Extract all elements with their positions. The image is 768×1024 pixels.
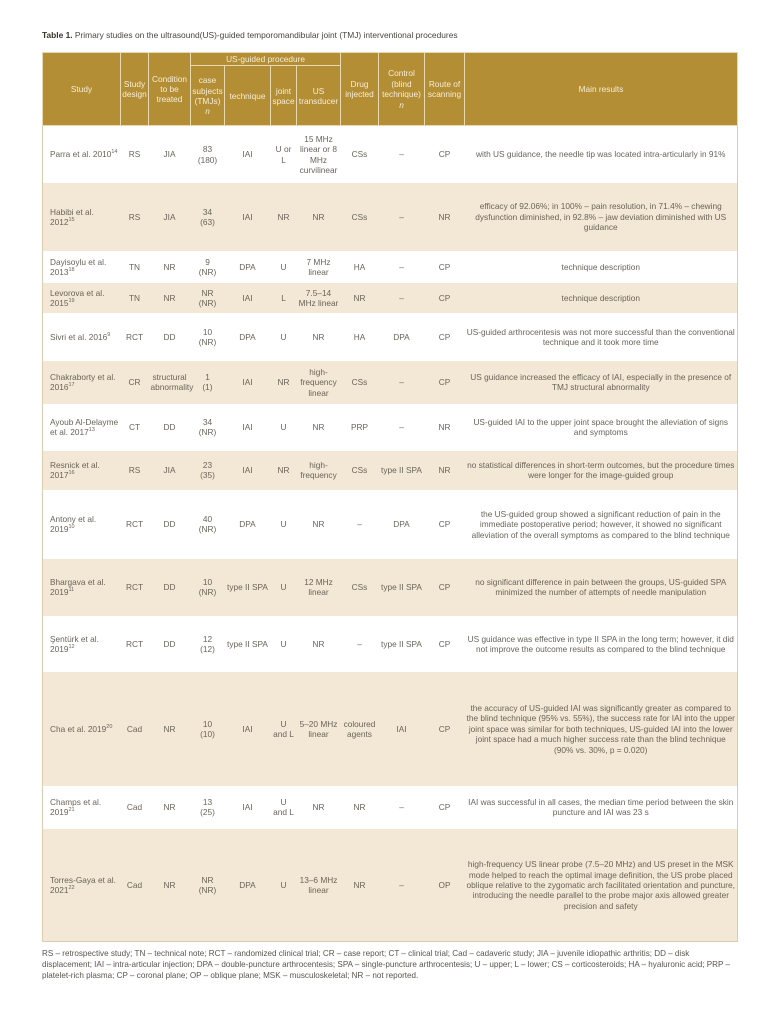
header-joint-space: joint space bbox=[271, 66, 297, 126]
cell-joint-space: U or L bbox=[275, 144, 292, 165]
cell-design: CT bbox=[128, 422, 141, 433]
cell-results: US-guided IAI to the upper joint space brought the alleviation of signs and symptoms bbox=[473, 417, 729, 438]
reference-number: 19 bbox=[68, 298, 75, 305]
cell-condition: JIA bbox=[163, 465, 176, 476]
cell-condition: DD bbox=[163, 638, 176, 649]
case-count: 12 bbox=[202, 633, 213, 644]
cell-technique: IAI bbox=[242, 465, 253, 476]
tmj-count: (180) bbox=[197, 154, 218, 165]
study-name: Dayisoylu et al. 2013 bbox=[50, 256, 107, 277]
cell-design: Cad bbox=[126, 723, 143, 734]
table-row bbox=[43, 126, 738, 183]
cell-cases bbox=[191, 361, 225, 404]
caption-text: Primary studies on the ultrasound(US)-guided temporomandibular joint (TMJ) interventional procedures bbox=[74, 30, 458, 40]
cell-drug: coloured agents bbox=[343, 718, 376, 739]
cell-drug: NR bbox=[353, 879, 366, 890]
study-name: Şentürk et al. 2019 bbox=[50, 633, 99, 654]
cell-condition: DD bbox=[163, 422, 176, 433]
cell-transducer: 7 MHz linear bbox=[306, 256, 331, 277]
cell-drug: PRP bbox=[350, 422, 369, 433]
reference-number: 13 bbox=[88, 427, 95, 434]
cell-design: RCT bbox=[125, 582, 144, 593]
cell-cases bbox=[191, 251, 225, 283]
cell-design: RCT bbox=[125, 638, 144, 649]
cell-control: – bbox=[399, 422, 404, 433]
cell-route: CP bbox=[438, 261, 451, 272]
table-row bbox=[43, 183, 738, 251]
table-row bbox=[43, 404, 738, 451]
cell-study bbox=[43, 829, 121, 942]
cell-cases bbox=[191, 490, 225, 559]
reference-number: 21 bbox=[68, 807, 75, 814]
cell-cases bbox=[191, 786, 225, 829]
tmj-count: (NR) bbox=[198, 587, 217, 598]
cell-results: IAI was successful in all cases, the median time period between the skin puncture and IAI was 23 s bbox=[468, 797, 734, 818]
cell-technique: IAI bbox=[242, 802, 253, 813]
tmj-count: (10) bbox=[200, 728, 215, 739]
reference-number: 11 bbox=[68, 587, 75, 594]
cell-joint-space: U bbox=[280, 582, 287, 593]
header-us-guided-procedure: US-guided procedure bbox=[191, 53, 341, 66]
cell-route: CP bbox=[438, 292, 451, 303]
header-study: Study bbox=[43, 53, 121, 126]
cell-condition: NR bbox=[163, 292, 176, 303]
cell-technique: DPA bbox=[239, 879, 256, 890]
cell-route: CP bbox=[438, 638, 451, 649]
table-row bbox=[43, 251, 738, 283]
tmj-count: (NR) bbox=[198, 524, 217, 535]
table-body bbox=[43, 126, 738, 942]
cell-route: CP bbox=[438, 149, 451, 160]
header-technique: technique bbox=[225, 66, 271, 126]
cell-drug: HA bbox=[353, 331, 366, 342]
case-count: NR bbox=[201, 287, 214, 298]
cell-study bbox=[43, 313, 121, 361]
cell-results: no statistical differences in short-term outcomes, but the procedure times were longer for the image-guided group bbox=[467, 460, 735, 481]
cell-joint-space: NR bbox=[277, 377, 290, 388]
cell-cases bbox=[191, 126, 225, 183]
cell-route: CP bbox=[438, 519, 451, 530]
cell-control: – bbox=[399, 377, 404, 388]
table-row bbox=[43, 616, 738, 672]
cell-cases bbox=[191, 183, 225, 251]
table-row bbox=[43, 829, 738, 942]
cell-design: Cad bbox=[126, 879, 143, 890]
table-row bbox=[43, 283, 738, 313]
studies-table bbox=[42, 52, 738, 942]
cell-design: TN bbox=[128, 261, 141, 272]
reference-number: 15 bbox=[68, 217, 75, 224]
case-count: 23 bbox=[202, 460, 213, 470]
cell-technique: type II SPA bbox=[227, 638, 268, 649]
study-name: Torres-Gaya et al. 2021 bbox=[50, 874, 116, 896]
study-name: Resnick et al. 2017 bbox=[50, 460, 100, 481]
cell-technique: IAI bbox=[242, 377, 253, 388]
cell-route: NR bbox=[438, 465, 451, 476]
reference-number: 16 bbox=[68, 470, 75, 477]
cell-control: – bbox=[399, 802, 404, 813]
cell-drug: – bbox=[357, 519, 362, 530]
cell-results: efficacy of 92.06%; in 100% – pain resolution, in 71.4% – chewing dysfunction diminished, in 92.8% – jaw deviation diminished with US guidance bbox=[475, 201, 727, 233]
cell-condition: DD bbox=[163, 519, 176, 530]
cell-joint-space: NR bbox=[277, 465, 290, 476]
header-condition: Condition to be treated bbox=[149, 53, 191, 126]
cell-cases bbox=[191, 283, 225, 313]
cell-condition: NR bbox=[163, 879, 176, 890]
study-name: Parra et al. 2010 bbox=[50, 149, 112, 160]
header-control bbox=[379, 53, 425, 126]
cell-design: Cad bbox=[126, 802, 143, 813]
cell-control: DPA bbox=[393, 331, 410, 342]
table-row bbox=[43, 672, 738, 786]
table-row bbox=[43, 313, 738, 361]
table-footnote: RS – retrospective study; TN – technical note; RCT – randomized clinical trial; CR – case report; CT – clinical trial; Cad – cadaveric study; JIA – juvenile idiopathic arthritis; DD – disk displacement; IAI – intra-articular injection; DPA – double-puncture arthrocentesis; SPA – single-puncture arthrocentesis; U – upper; L – lower; CS – corticosteroids; HA – hyaluronic acid; PRP – platelet-rich plasma; CP – coronal plane; OP – oblique plane; MSK – musculoskeletal; NR – not reported. bbox=[42, 949, 731, 980]
caption-label: Table 1. bbox=[42, 30, 73, 40]
cell-cases bbox=[191, 829, 225, 942]
cell-joint-space: U bbox=[280, 519, 287, 530]
case-count: 83 bbox=[202, 144, 213, 155]
cell-technique: type II SPA bbox=[227, 582, 268, 593]
case-count: NR bbox=[201, 874, 214, 885]
cell-drug: CSs bbox=[351, 149, 368, 160]
cell-control: type II SPA bbox=[381, 465, 422, 476]
cell-joint-space: U and L bbox=[273, 797, 294, 818]
cell-design: RS bbox=[128, 465, 141, 476]
cell-results: no significant difference in pain between the groups, US-guided SPA minimized the number of attempts of needle manipulation bbox=[475, 577, 727, 598]
cell-control: – bbox=[399, 292, 404, 303]
header-control-n: n bbox=[399, 99, 404, 110]
cell-study bbox=[43, 451, 121, 490]
cell-results: technique description bbox=[561, 261, 640, 272]
reference-number: 17 bbox=[68, 382, 75, 389]
tmj-count: (NR) bbox=[198, 885, 217, 896]
case-count: 10 bbox=[202, 326, 213, 337]
cell-joint-space: U bbox=[280, 638, 287, 649]
cell-technique: DPA bbox=[239, 331, 256, 342]
header-control-label: Control (blind technique) bbox=[382, 68, 421, 100]
case-count: 10 bbox=[202, 718, 213, 729]
cell-transducer: high-frequency bbox=[300, 460, 337, 481]
table-caption bbox=[42, 30, 458, 40]
cell-drug: NR bbox=[353, 802, 366, 813]
cell-design: RCT bbox=[125, 331, 144, 342]
reference-number: 18 bbox=[68, 267, 75, 274]
cell-control: type II SPA bbox=[381, 638, 422, 649]
cell-drug: CSs bbox=[351, 211, 368, 222]
cell-control: IAI bbox=[396, 723, 407, 734]
reference-number: 20 bbox=[106, 723, 113, 730]
cell-study bbox=[43, 251, 121, 283]
cell-control: – bbox=[399, 879, 404, 890]
cell-control: – bbox=[399, 149, 404, 160]
cell-joint-space: NR bbox=[277, 211, 290, 222]
cell-study bbox=[43, 786, 121, 829]
cell-results: high-frequency US linear probe (7.5–20 MHz) and US preset in the MSK mode helped to reach the optimal image definition, the US probe placed oblique relative to the zygomatic arch facilitated orientation and puncture, introducing the needle parallel to the probe major axis allowed greater precision and safety bbox=[466, 859, 735, 911]
cell-condition: NR bbox=[163, 802, 176, 813]
case-count: 34 bbox=[202, 417, 213, 427]
cell-results: technique description bbox=[561, 292, 640, 303]
cell-technique: DPA bbox=[239, 519, 256, 530]
cell-joint-space: U and L bbox=[273, 718, 294, 739]
cell-control: – bbox=[399, 261, 404, 272]
study-name: Chakraborty et al. 2016 bbox=[50, 372, 116, 393]
cell-drug: CSs bbox=[351, 465, 368, 476]
cell-results: US-guided arthrocentesis was not more successful than the conventional technique and it took more time bbox=[466, 326, 735, 347]
cell-joint-space: L bbox=[281, 292, 286, 303]
cell-study bbox=[43, 126, 121, 183]
cell-transducer: NR bbox=[312, 802, 325, 813]
cell-condition: structural abnormality bbox=[150, 372, 194, 393]
table-row bbox=[43, 361, 738, 404]
tmj-count: (NR) bbox=[198, 266, 217, 277]
cell-technique: DPA bbox=[239, 261, 256, 272]
tmj-count: (63) bbox=[200, 216, 215, 227]
cell-technique: IAI bbox=[242, 211, 253, 222]
tmj-count: (NR) bbox=[198, 336, 217, 347]
cell-route: CP bbox=[438, 723, 451, 734]
cell-transducer: NR bbox=[312, 331, 325, 342]
cell-cases bbox=[191, 616, 225, 672]
cell-condition: NR bbox=[163, 723, 176, 734]
cell-cases bbox=[191, 313, 225, 361]
study-name: Levorova et al. 2015 bbox=[50, 287, 105, 308]
case-count: 40 bbox=[202, 514, 213, 524]
cell-transducer: high-frequency linear bbox=[300, 366, 337, 398]
cell-cases bbox=[191, 404, 225, 451]
cell-route: OP bbox=[438, 879, 451, 890]
study-name: Ayoub Al-Delayme et al. 2017 bbox=[50, 417, 119, 438]
reference-number: 14 bbox=[111, 149, 118, 156]
cell-study bbox=[43, 672, 121, 786]
cell-cases bbox=[191, 672, 225, 786]
cell-study bbox=[43, 559, 121, 616]
tmj-count: (12) bbox=[200, 643, 215, 654]
cell-design: TN bbox=[128, 292, 141, 303]
cell-joint-space: U bbox=[280, 422, 287, 433]
header-main-results: Main results bbox=[465, 53, 738, 126]
table-row bbox=[43, 451, 738, 490]
cell-drug: CSs bbox=[351, 582, 368, 593]
cell-condition: DD bbox=[163, 582, 176, 593]
cell-route: CP bbox=[438, 802, 451, 813]
cell-design: RS bbox=[128, 211, 141, 222]
header-case-subjects-label: case subjects (TMJs) bbox=[192, 75, 223, 106]
table-row bbox=[43, 559, 738, 616]
table-row bbox=[43, 786, 738, 829]
case-count: 9 bbox=[205, 256, 210, 267]
cell-transducer: NR bbox=[312, 519, 325, 530]
cell-study bbox=[43, 404, 121, 451]
header-drug: Drug injected bbox=[341, 53, 379, 126]
cell-condition: NR bbox=[163, 261, 176, 272]
cell-joint-space: U bbox=[280, 261, 287, 272]
cell-design: CR bbox=[128, 377, 141, 388]
reference-number: 12 bbox=[68, 644, 75, 651]
study-name: Bhargava et al. 2019 bbox=[50, 577, 106, 598]
cell-technique: IAI bbox=[242, 149, 253, 160]
cell-transducer: 12 MHz linear bbox=[304, 577, 333, 598]
case-count: 10 bbox=[202, 577, 213, 587]
cell-condition: JIA bbox=[163, 211, 176, 222]
cell-design: RS bbox=[128, 149, 141, 160]
cell-results: US guidance increased the efficacy of IAI, especially in the presence of TMJ structural abnormality bbox=[470, 372, 732, 393]
cell-design: RCT bbox=[125, 519, 144, 530]
cell-transducer: NR bbox=[312, 638, 325, 649]
cell-drug: CSs bbox=[351, 377, 368, 388]
header-study-design: Study design bbox=[121, 53, 149, 126]
cell-transducer: 15 MHz linear or 8 MHz curvilinear bbox=[299, 133, 338, 176]
study-name: Habibi et al. 2012 bbox=[50, 206, 94, 227]
cell-transducer: 13–6 MHz linear bbox=[299, 874, 338, 896]
tmj-count: (25) bbox=[200, 807, 215, 818]
case-count: 13 bbox=[202, 797, 213, 807]
cell-technique: IAI bbox=[242, 292, 253, 303]
tmj-count: (NR) bbox=[198, 297, 217, 308]
cell-drug: – bbox=[357, 638, 362, 649]
cell-route: NR bbox=[438, 422, 451, 433]
cell-transducer: 5–20 MHz linear bbox=[299, 718, 338, 739]
reference-number: 22 bbox=[68, 885, 75, 892]
cell-transducer: 7.5–14 MHz linear bbox=[298, 287, 339, 308]
cell-route: NR bbox=[438, 211, 451, 222]
cell-control: DPA bbox=[393, 519, 410, 530]
reference-number: 10 bbox=[68, 524, 75, 531]
reference-number: 9 bbox=[107, 331, 111, 338]
cell-cases bbox=[191, 451, 225, 490]
study-name: Cha et al. 2019 bbox=[50, 723, 107, 734]
table-row bbox=[43, 490, 738, 559]
cell-study bbox=[43, 283, 121, 313]
case-count: 34 bbox=[202, 206, 213, 217]
cell-results: the US-guided group showed a significant reduction of pain in the immediate postoperative period; however, it showed no significant alleviation of the overall symptoms as compared to the blind technique bbox=[471, 508, 730, 540]
cell-transducer: NR bbox=[312, 422, 325, 433]
cell-results: with US guidance, the needle tip was located intra-articularly in 91% bbox=[475, 149, 726, 160]
header-case-subjects bbox=[191, 66, 225, 126]
cell-study bbox=[43, 616, 121, 672]
header-route: Route of scanning bbox=[425, 53, 465, 126]
case-count: 1 bbox=[205, 372, 210, 382]
cell-condition: JIA bbox=[163, 149, 176, 160]
study-name: Sivri et al. 2016 bbox=[50, 331, 108, 342]
cell-drug: HA bbox=[353, 261, 366, 272]
tmj-count: (NR) bbox=[198, 427, 217, 438]
cell-study bbox=[43, 183, 121, 251]
cell-drug: NR bbox=[353, 292, 366, 303]
cell-transducer: NR bbox=[312, 211, 325, 222]
cell-route: CP bbox=[438, 331, 451, 342]
cell-cases bbox=[191, 559, 225, 616]
cell-joint-space: U bbox=[280, 879, 287, 890]
cell-study bbox=[43, 361, 121, 404]
cell-route: CP bbox=[438, 377, 451, 388]
cell-results: US guidance was effective in type II SPA in the long term; however, it did not improve the outcome results as compared to the blind technique bbox=[467, 633, 734, 654]
study-name: Champs et al. 2019 bbox=[50, 797, 102, 818]
cell-route: CP bbox=[438, 582, 451, 593]
cell-results: the accuracy of US-guided IAI was significantly greater as compared to the blind technique (95% vs. 55%), the success rate for IAI into the upper joint space was similar for both techniques, US-guided IAI into the lower joint space had a much higher success rate than the blind technique (90% vs. 30%, p = 0.020) bbox=[466, 702, 735, 755]
cell-control: – bbox=[399, 211, 404, 222]
header-case-subjects-n: n bbox=[205, 106, 210, 117]
study-name: Antony et al. 2019 bbox=[50, 514, 97, 535]
tmj-count: (35) bbox=[200, 470, 215, 481]
cell-technique: IAI bbox=[242, 723, 253, 734]
cell-technique: IAI bbox=[242, 422, 253, 433]
cell-condition: DD bbox=[163, 331, 176, 342]
tmj-count: (1) bbox=[202, 382, 213, 393]
cell-control: type II SPA bbox=[381, 582, 422, 593]
cell-study bbox=[43, 490, 121, 559]
header-us-transducer: US transducer bbox=[297, 66, 341, 126]
cell-joint-space: U bbox=[280, 331, 287, 342]
